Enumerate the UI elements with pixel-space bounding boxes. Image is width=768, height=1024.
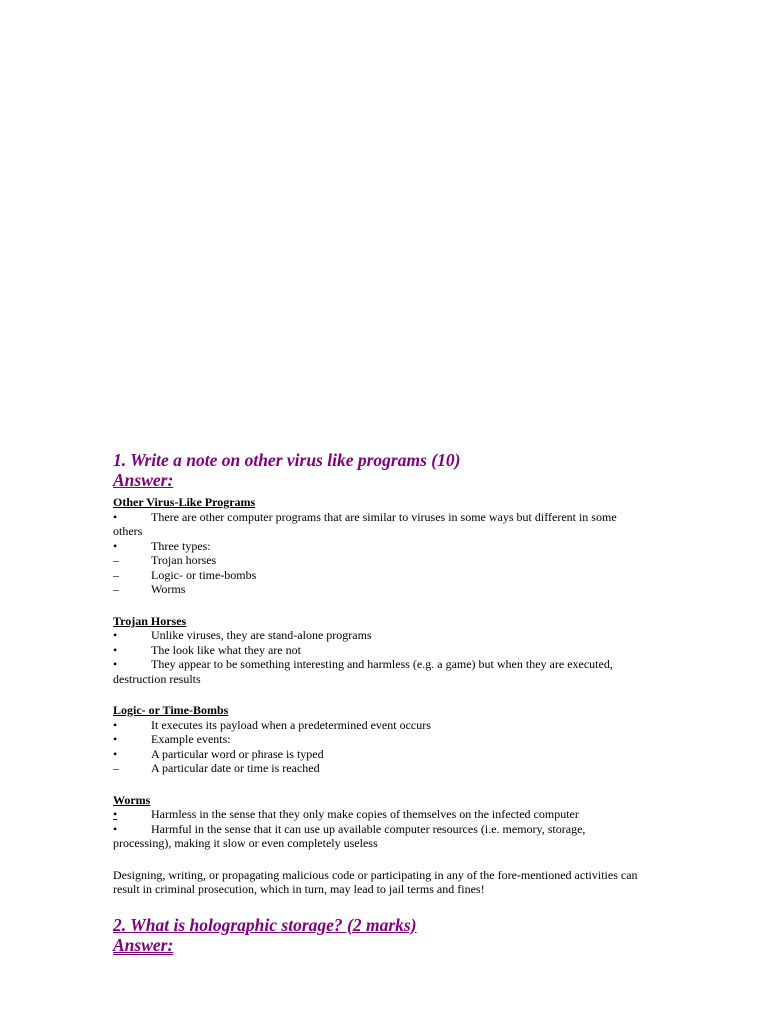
section-heading-other-virus-like: Other Virus-Like Programs	[113, 495, 256, 509]
list-item	[113, 732, 658, 747]
dash-marker: –	[113, 567, 119, 582]
list-item	[113, 568, 658, 583]
list-item	[113, 643, 658, 658]
list-item-text: They appear to be something interesting and harmless (e.g. a game) but when they are executed,	[151, 657, 613, 671]
list-item	[113, 718, 658, 733]
list-item	[113, 539, 658, 554]
list-item	[113, 747, 658, 762]
dash-marker: –	[113, 553, 119, 567]
bullet-marker: •	[113, 807, 118, 821]
section-heading-trojan-horses: Trojan Horses	[113, 613, 187, 628]
list-item-continuation: destruction results	[113, 671, 201, 686]
bullet-marker: •	[113, 746, 118, 761]
list-item-text: The look like what they are not	[151, 642, 301, 657]
list-item-text: Example events:	[151, 732, 231, 746]
question-1-title: 1. Write a note on other virus like programs (10)	[113, 450, 461, 470]
list-item	[113, 761, 658, 776]
dash-marker: –	[113, 761, 119, 775]
list-item-text: A particular date or time is reached	[151, 761, 320, 775]
list-item-continuation: others	[113, 524, 143, 538]
list-item-text: Harmful in the sense that it can use up available computer resources (i.e. memory, storage,	[151, 821, 586, 836]
list-item-text: Trojan horses	[151, 553, 217, 567]
bullet-marker: •	[113, 509, 118, 524]
list-item	[113, 807, 658, 822]
list-item-text: There are other computer programs that are similar to viruses in some ways but different in some	[151, 509, 617, 524]
list-item-continuation: processing), making it slow or even completely useless	[113, 836, 378, 850]
list-item	[113, 657, 658, 672]
bullet-marker: •	[113, 642, 118, 657]
list-item-text: Logic- or time-bombs	[151, 567, 257, 582]
list-item-text: Unlike viruses, they are stand-alone programs	[151, 628, 372, 642]
list-item	[113, 822, 658, 837]
list-item	[113, 510, 658, 525]
question-1-answer-label: Answer:	[113, 470, 174, 490]
list-item	[113, 582, 658, 597]
bullet-marker: •	[113, 821, 118, 836]
question-2-answer-label: Answer:	[113, 934, 174, 955]
list-item-text: A particular word or phrase is typed	[151, 746, 324, 761]
list-item-text: Worms	[151, 582, 186, 596]
list-item-text: Three types:	[151, 538, 211, 553]
list-item	[113, 628, 658, 643]
bullet-marker: •	[113, 717, 118, 732]
document-body	[113, 450, 658, 960]
bullet-marker: •	[113, 732, 118, 746]
question-2-title: 2. What is holographic storage? (2 marks)	[113, 914, 417, 935]
bullet-marker: •	[113, 657, 118, 671]
bullet-marker: •	[113, 538, 118, 553]
list-item-text: Harmless in the sense that they only make copies of themselves on the infected computer	[151, 807, 579, 821]
dash-marker: –	[113, 582, 119, 596]
list-item	[113, 553, 658, 568]
section-heading-worms: Worms	[113, 792, 151, 807]
bullet-marker: •	[113, 628, 118, 642]
closing-paragraph: Designing, writing, or propagating malicious code or participating in any of the fore-mentioned activities can result in criminal prosecution, which in turn, may lead to jail terms and fines!	[113, 867, 638, 896]
list-item-text: It executes its payload when a predetermined event occurs	[151, 717, 431, 732]
section-heading-logic-time-bombs: Logic- or Time-Bombs	[113, 703, 229, 717]
